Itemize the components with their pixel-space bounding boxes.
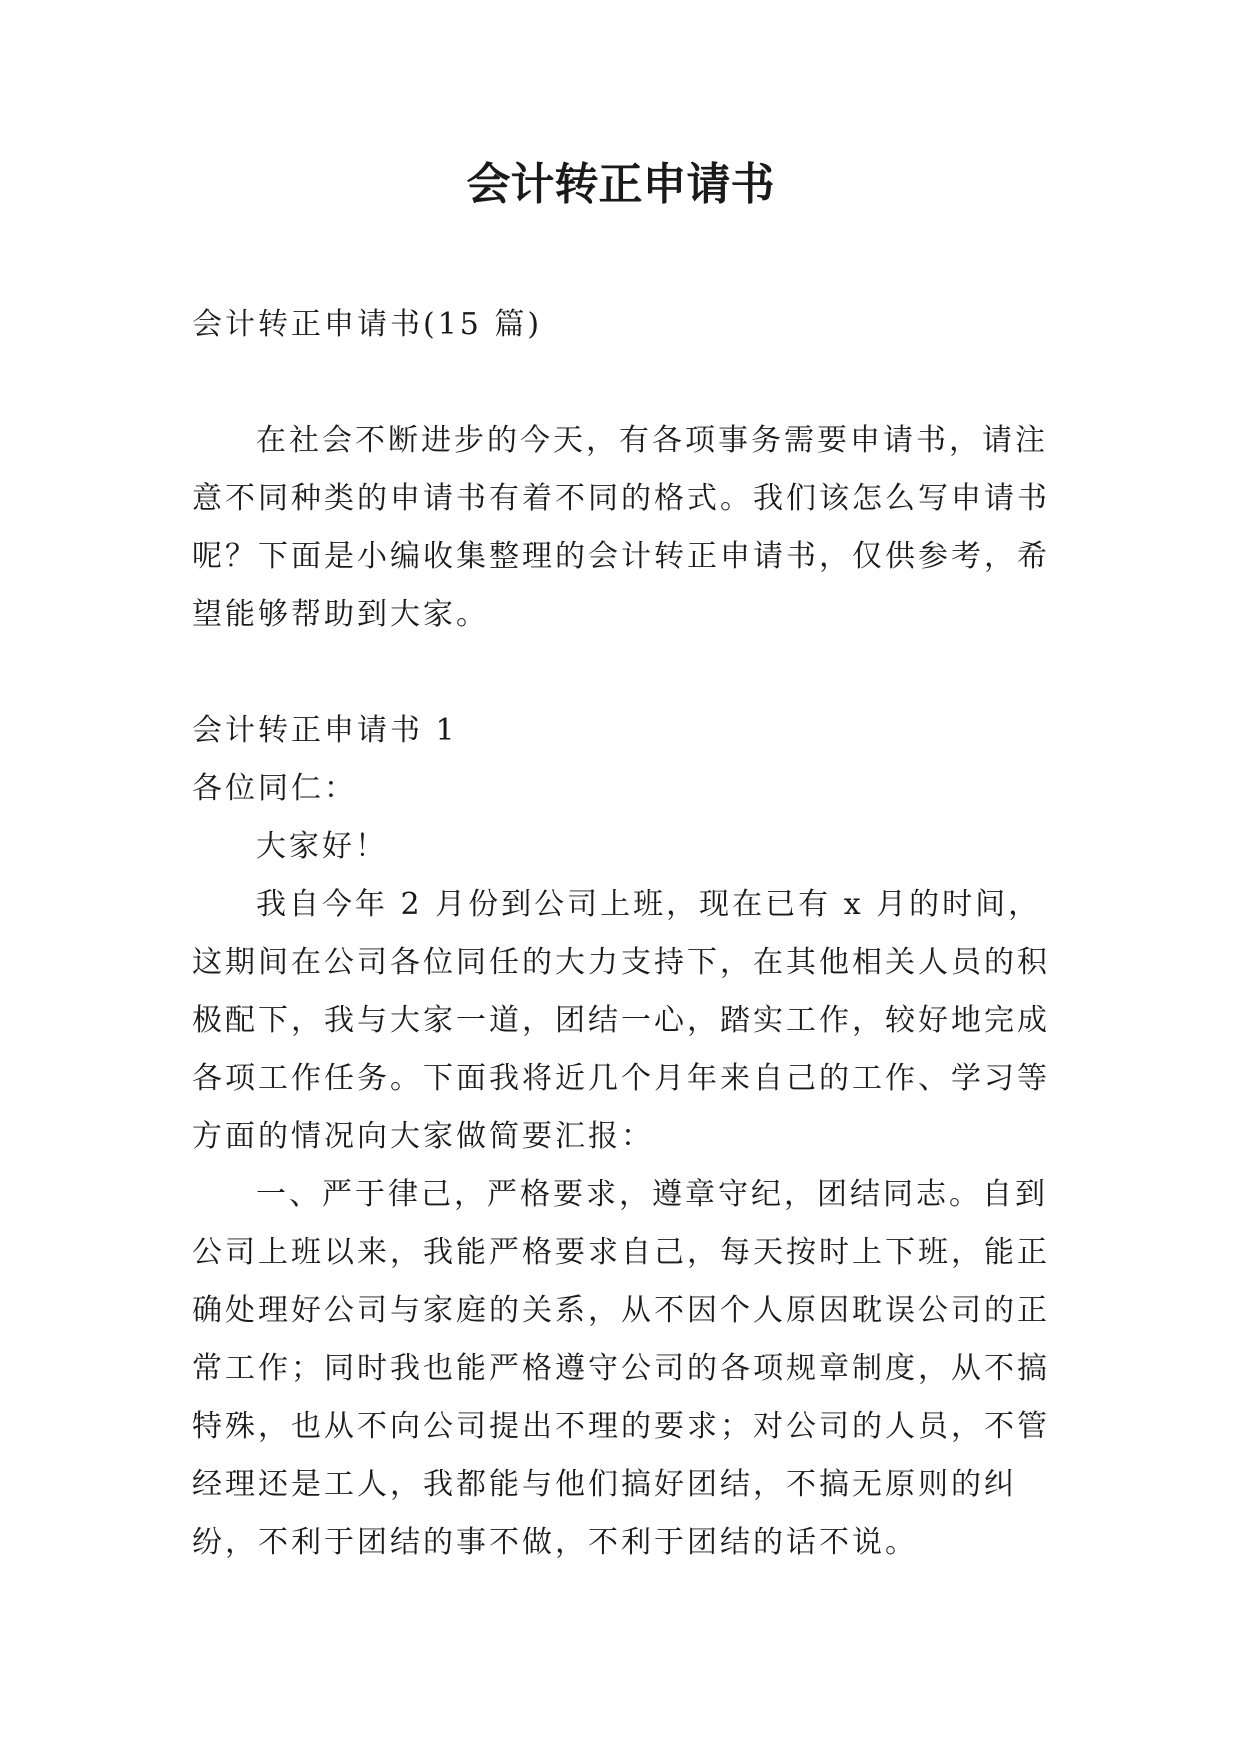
body-paragraph-1: 我自今年 2 月份到公司上班，现在已有 x 月的时间，这期间在公司各位同任的大力支持下，在其他相关人员的积极配下，我与大家一道，团结一心，踏实工作，较好地完成各项工作任务。下面我将近几个月年来自己的工作、学习等方面的情况向大家做简要汇报： <box>192 887 1050 1154</box>
document-subtitle: 会计转正申请书(15 篇) <box>192 307 543 342</box>
page-title: 会计转正申请书 <box>466 159 775 210</box>
intro-paragraph: 在社会不断进步的今天，有各项事务需要申请书，请注意不同种类的申请书有着不同的格式。我们该怎么写申请书呢？下面是小编收集整理的会计转正申请书，仅供参考，希望能够帮助到大家。 <box>192 423 1050 632</box>
greeting: 大家好！ <box>256 829 388 864</box>
body-paragraph-2: 一、严于律己，严格要求，遵章守纪，团结同志。自到公司上班以来，我能严格要求自己，每天按时上下班，能正确处理好公司与家庭的关系，从不因个人原因耽误公司的正常工作；同时我也能严格遵守公司的各项规章制度，从不搞特殊，也从不向公司提出不理的要求；对公司的人员，不管经理还是工人，我都能与他们搞好团结，不搞无原则的纠纷，不利于团结的事不做，不利于团结的话不说。 <box>192 1177 1050 1560</box>
salutation: 各位同仁： <box>192 771 357 806</box>
section-heading: 会计转正申请书 1 <box>192 713 458 748</box>
document-body <box>192 296 1052 1572</box>
